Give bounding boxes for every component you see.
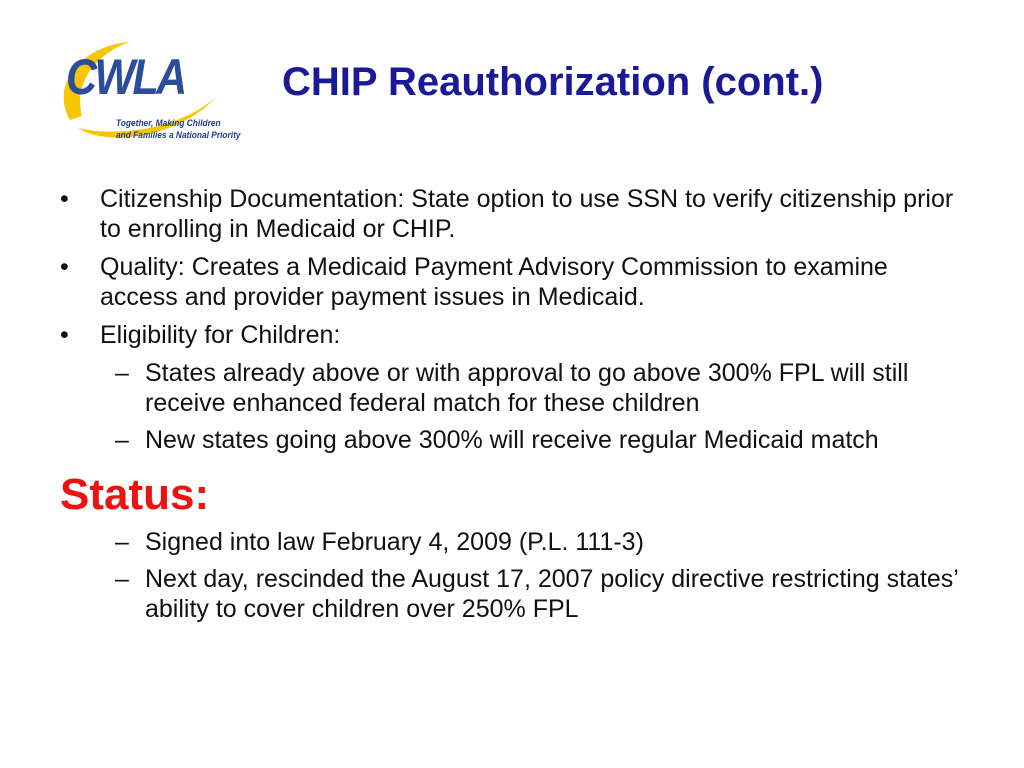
dash-mark: – [115, 565, 129, 593]
sub-bullet-text: States already above or with approval to go above 300% FPL will still receive enhanced federal match for these children [145, 359, 909, 417]
dash-mark: – [115, 359, 129, 387]
sub-bullet-signed [60, 527, 960, 557]
bullet-eligibility [60, 320, 960, 350]
bullet-text: Quality: Creates a Medicaid Payment Advisory Commission to examine access and provider payment issues in Medicaid. [100, 253, 888, 311]
bullet-text: Eligibility for Children: [100, 321, 341, 349]
tagline-line-1: Together, Making Children [116, 118, 221, 129]
sub-bullet-text: Signed into law February 4, 2009 (P.L. 111-3) [145, 528, 644, 556]
status-heading: Status: [60, 470, 210, 519]
sub-bullet-regular-match [60, 425, 960, 455]
tagline-line-2: and Families a National Priority [116, 130, 241, 141]
bullet-quality [60, 252, 960, 312]
sub-bullet-text: Next day, rescinded the August 17, 2007 policy directive restricting states’ ability to cover children over 250% FPL [145, 565, 958, 623]
dash-mark: – [115, 528, 129, 556]
bullet-mark: • [60, 321, 69, 349]
slide-content [60, 184, 960, 631]
bullet-text: Citizenship Documentation: State option to use SSN to verify citizenship prior to enrolling in Medicaid or CHIP. [100, 185, 954, 243]
logo-wordmark: CWLA [66, 49, 185, 105]
logo-tagline [116, 118, 241, 142]
slide-title: CHIP Reauthorization (cont.) [282, 60, 824, 104]
dash-mark: – [115, 426, 129, 454]
bullet-mark: • [60, 253, 69, 281]
sub-bullet-enhanced-match [60, 358, 960, 418]
bullet-citizenship [60, 184, 960, 244]
sub-bullet-text: New states going above 300% will receive regular Medicaid match [145, 426, 879, 454]
bullet-mark: • [60, 185, 69, 213]
sub-bullet-rescinded [60, 564, 960, 624]
